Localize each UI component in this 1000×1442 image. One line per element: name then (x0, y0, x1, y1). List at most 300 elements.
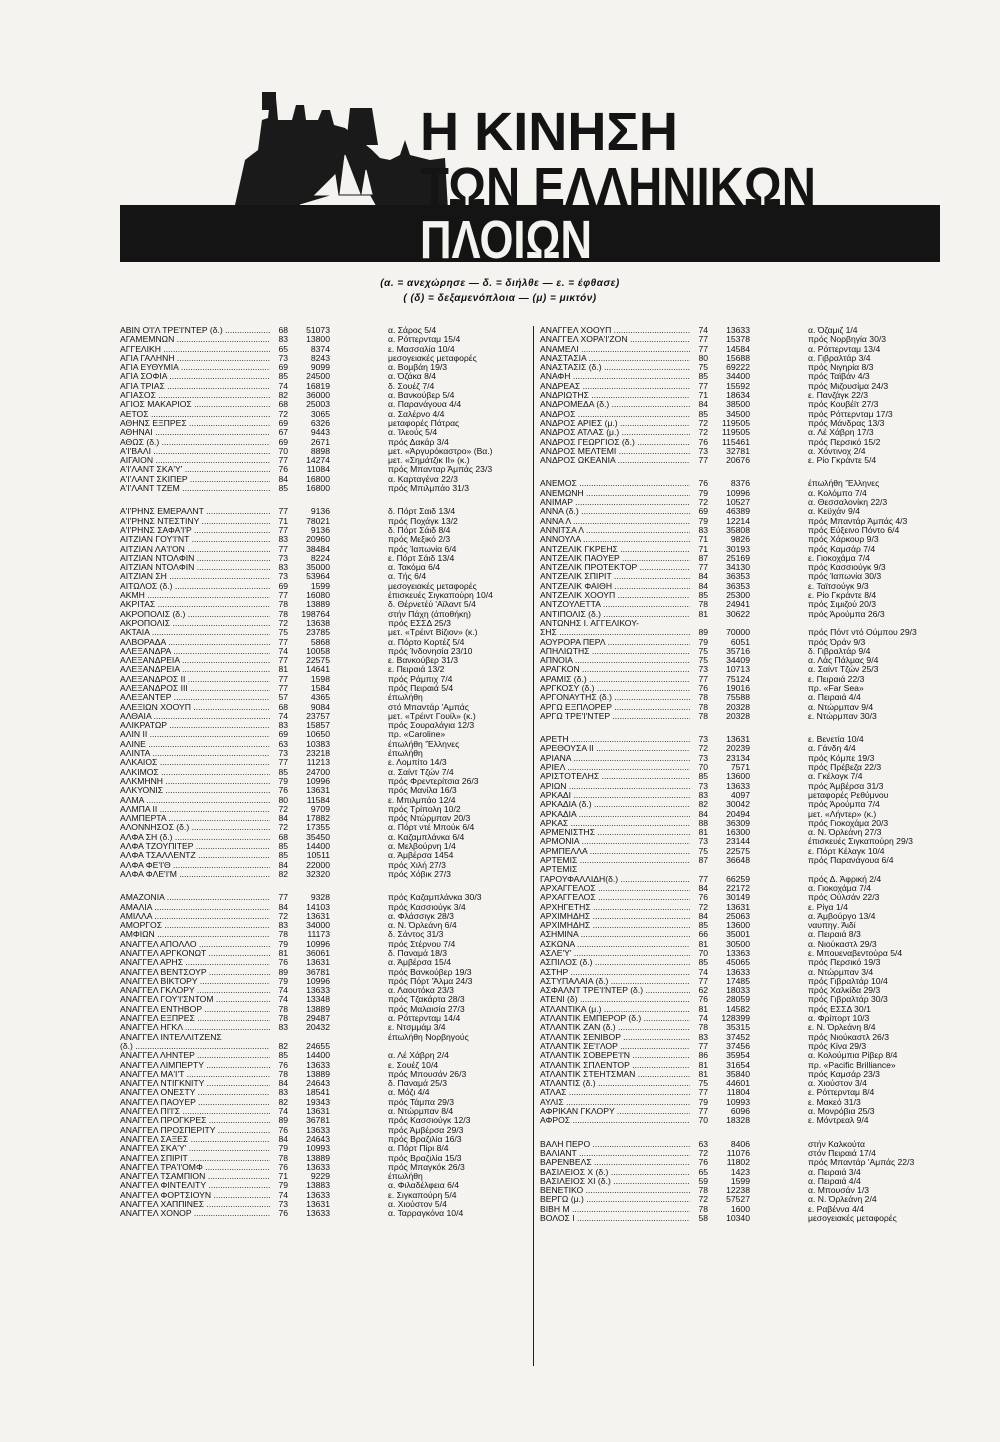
ship-row (540, 380, 889, 391)
ship-row (120, 1172, 430, 1181)
ship-position: ε. Ραβέννα 4/4 (808, 1203, 864, 1214)
ship-position: ναυπηγ. Άιδί (808, 920, 856, 931)
ship-position: ε. Σιγκαπούρη 5/4 (388, 1189, 457, 1200)
ship-year: 85 (690, 372, 708, 381)
ship-tonnage: 25063 (726, 910, 750, 921)
ship-year: 77 (690, 456, 708, 465)
ship-row (120, 738, 460, 749)
ship-name: ΑΡΙΕΛ ..... (540, 763, 690, 772)
ship-year: 84 (270, 1135, 288, 1144)
ship-row (540, 334, 887, 345)
ship-year: 76 (690, 438, 708, 447)
ship-tonnage: 19343 (306, 1096, 330, 1107)
ship-name: ΑΝΑΓΓΕΛ ΕΝΤΗΒΟΡ ..... (120, 1005, 270, 1014)
ship-tonnage: 23218 (306, 748, 330, 759)
ship-row (120, 515, 458, 526)
ship-position: α. Κεϋχάν 9/4 (808, 506, 860, 517)
ship-position: ε. Μασσαλία 10/4 (388, 343, 455, 354)
ship-row (540, 1050, 898, 1061)
ship-position: πρός Βραζιλία 15/3 (388, 1152, 462, 1163)
ship-year: 78 (690, 693, 708, 702)
ship-tonnage: 31654 (726, 1059, 750, 1070)
ship-row (120, 1152, 462, 1163)
section-gap (120, 879, 430, 893)
ship-row (540, 1194, 877, 1205)
ship-position: πρός Μεξικό 2/3 (388, 534, 451, 545)
ship-position: μεσογειακές μεταφορές (808, 1213, 897, 1224)
ship-name: ΑΝΝΑ Λ ..... (540, 517, 690, 526)
ship-row (540, 1078, 867, 1089)
ship-year: 78 (690, 1205, 708, 1214)
ship-position: α. Γκέλογκ 7/4 (808, 771, 863, 782)
ship-row (540, 845, 885, 856)
ship-year: 83 (690, 791, 708, 800)
ship-year: 72 (690, 744, 708, 753)
ship-name: ΑΡΓΚΟΣΥ (δ.) ..... (540, 684, 690, 693)
ship-position: α. Βομβάη 19/3 (388, 362, 448, 373)
ship-name: ΑΛΜΠΕΡΤΑ ..... (120, 814, 270, 823)
ship-position: πρός Περσικό 19/3 (808, 957, 881, 968)
ship-position: δ. Παναμά 18/3 (388, 948, 448, 958)
ship-row (540, 1087, 875, 1098)
ship-position: α. Άμβούργο 13/4 (808, 910, 876, 921)
ship-position: α. Ν. Όρλεάνη 27/3 (808, 827, 882, 838)
ship-year: 74 (270, 712, 288, 721)
ship-position: έπωλήθη (388, 1171, 423, 1182)
ship-year: 87 (690, 856, 708, 865)
ship-year: 72 (690, 498, 708, 507)
ship-tonnage: 4097 (730, 789, 750, 800)
ship-tonnage: 13883 (306, 1180, 330, 1191)
ship-position: α. Παρανάγουα 4/4 (388, 399, 462, 410)
ship-name: ΑΓΙΑ ΓΑΛΗΝΗ ..... (120, 354, 270, 363)
legend-line-1: (α. = ανεχώρησε — δ. = διήλθε — ε. = έφθασε) (380, 278, 620, 289)
ship-position: πρός Χάρκουρ 9/3 (808, 534, 879, 545)
ship-name: ΑΛΕΞΑΝΔΡΟΣ ΙΙ ..... (120, 675, 270, 684)
ship-year: 76 (690, 684, 708, 693)
ship-tonnage: 13633 (306, 1161, 330, 1172)
ship-position: α. Σαλέρνο 4/4 (388, 408, 445, 419)
ship-year: 79 (690, 1098, 708, 1107)
ship-tonnage: 24941 (726, 599, 750, 610)
ship-row (540, 599, 877, 610)
ship-row (120, 664, 445, 675)
ship-name: ΑΓΙΑ ΕΥΘΥΜΙΑ ..... (120, 363, 270, 372)
ship-row (120, 408, 445, 419)
ship-row (120, 749, 430, 758)
ship-position: πρός Δακάρ 3/4 (388, 436, 449, 447)
ship-position: α. Πειραιά 4/4 (808, 692, 861, 703)
ship-name: ΑΣΦΑΛΝΤ ΤΡΕ'Ι'ΝΤΕΡ (δ.) ..... (540, 986, 690, 995)
ship-row (540, 710, 877, 721)
ship-name: ΑΝΑΓΓΕΛ ΤΣΑΜΠΙΟΝ ..... (120, 1172, 270, 1181)
ship-year: 72 (690, 419, 708, 428)
ship-position: α. Σάρος 5/4 (388, 325, 437, 335)
ship-year: 69 (270, 438, 288, 447)
ship-position: α. Τής 6/4 (388, 571, 427, 582)
ship-name: ΑΛΦΑ ΦΛΕ'Ι'Μ ..... (120, 870, 270, 879)
ship-tonnage: 30149 (726, 892, 750, 903)
ship-name: ΒΙΒΗ Μ ..... (540, 1205, 690, 1214)
ship-tonnage: 35716 (726, 645, 750, 656)
ship-year: 75 (690, 847, 708, 856)
ship-position: α. Γάνδη 4/4 (808, 743, 856, 754)
ship-row (120, 464, 493, 475)
ship-position: πρός Κασσιούγκ 3/4 (388, 901, 466, 912)
ship-year: 77 (690, 335, 708, 344)
ship-year: 69 (270, 582, 288, 591)
ship-position: πρός Μπιλμπάο 31/3 (388, 483, 470, 494)
ship-year: 84 (270, 814, 288, 823)
ship-position: ε. Μπιλμπάο 12/4 (388, 794, 456, 805)
ship-position: α. Πειραιά 4/4 (808, 1175, 861, 1186)
ship-year: 75 (690, 1079, 708, 1088)
ship-name: ΑΝΙΜΑΡ ..... (540, 498, 690, 507)
ship-name: ΑΜΙΛΛΑ ..... (120, 912, 270, 921)
ship-year: 84 (690, 400, 708, 409)
ship-year: 81 (690, 1070, 708, 1079)
ship-year: 74 (270, 382, 288, 391)
ship-year: 82 (270, 1098, 288, 1107)
ship-row (540, 892, 880, 903)
ship-year: 84 (690, 582, 708, 591)
ship-name: ΑΜΟΡΓΟΣ ..... (120, 921, 270, 930)
ship-name: ΑΝΑΓΓΕΛ ΤΡΑ'Ι'ΟΜΦ ..... (120, 1163, 270, 1172)
ship-name: ΑΝΤΖΟΥΛΕΤΤΑ ..... (540, 600, 690, 609)
ship-position: πρός Στέρνου 7/4 (388, 938, 456, 949)
ship-position: μετ. «Άργυρόκαστρο» (Βα.) (388, 445, 493, 456)
ship-name: ΑΜΦΙΩΝ ..... (120, 930, 270, 939)
ship-year: 77 (690, 675, 708, 684)
ship-row (540, 692, 861, 703)
ship-year: 67 (270, 428, 288, 437)
ship-year: 74 (270, 647, 288, 656)
ship-tonnage: 10527 (726, 497, 750, 508)
ship-tonnage: 4365 (310, 692, 330, 703)
ship-name: ΑΡΕΘΟΥΣΑ ΙΙ ..... (540, 744, 690, 753)
ship-position: ε. Μπουεναβεντούρα 5/4 (808, 948, 903, 958)
ship-position: ε. Πειραιά 13/2 (388, 664, 445, 675)
ship-name: ΑΝΑΓΓΕΛ ΠΡΟΓΚΡΕΣ ..... (120, 1116, 270, 1125)
ship-year: 77 (690, 875, 708, 884)
ship-name: ΑΡΓΩ ΕΞΠΛΟΡΕΡ ..... (540, 703, 690, 712)
ship-name: ΑΙΤΖΙΑΝ ΓΟΥ'Ι'ΝΤ ..... (120, 535, 270, 544)
ship-row (120, 580, 477, 591)
ship-position: α. Μελβούρνη 1/4 (388, 841, 456, 852)
ship-tonnage: 8374 (310, 343, 330, 354)
ship-row (120, 455, 470, 466)
ship-name: ΑΡΙΑΝΑ ..... (540, 754, 690, 763)
ship-row (540, 1013, 870, 1024)
ship-name: ΑΛΕΞΑΝΔΡΕΙΑ ..... (120, 665, 270, 674)
ship-year: 77 (270, 684, 288, 693)
ship-tonnage: 20239 (726, 743, 750, 754)
ship-tonnage: 36781 (306, 1115, 330, 1126)
ship-row (540, 957, 881, 968)
ship-year: 79 (690, 489, 708, 498)
ship-name: ΑΙΓΑΙΟΝ ..... (120, 456, 270, 465)
ship-name: ΑΘΗΝΣ ΕΞΠΡΕΣ ..... (120, 419, 270, 428)
ship-tonnage: 16819 (306, 380, 330, 391)
ship-year: 68 (270, 703, 288, 712)
ship-row (120, 352, 477, 363)
ship-position: α. Λέ Χάβρη 2/4 (388, 1050, 449, 1061)
ship-name: ΑΙΤΖΙΑΝ ΝΤΟΛΦΙΝ ..... (120, 554, 270, 563)
ship-position: πρός Παρανάγουα 6/4 (808, 855, 894, 866)
ship-row (540, 1040, 867, 1051)
ship-tonnage: 10996 (306, 975, 330, 986)
ship-row (120, 1124, 464, 1135)
ship-name: ΑΟΥΡΟΡΑ ΠΕΡΛ ..... (540, 638, 690, 647)
ship-year: 78 (270, 1014, 288, 1023)
ship-row (540, 994, 888, 1005)
ship-name: ΑΤΛΑΝΤΙΚ ΣΕΝΙΒΟΡ ..... (540, 1033, 690, 1042)
ship-position: πρός Ίαπωνία 6/4 (388, 543, 457, 554)
ship-tonnage: 35840 (726, 1068, 750, 1079)
ship-row (540, 1068, 880, 1079)
ship-tonnage: 1584 (310, 682, 330, 693)
ship-year: 59 (690, 1177, 708, 1186)
ship-tonnage: 20676 (726, 455, 750, 466)
ship-position: ε. Γιοκοχάμα 7/4 (808, 552, 870, 563)
ship-name: Α'Ι'ΛΑΝΤ ΤΖΕΜ ..... (120, 484, 270, 493)
ship-name: ΑΝΑΓΓΕΛ ΦΟΡΤΣΙΟΥΝ ..... (120, 1191, 270, 1200)
ship-position: α. Καζαμπλάνκα 6/4 (388, 831, 465, 842)
ship-name: ΑΤΛΑΝΤΙΣ (δ.) ..... (540, 1079, 690, 1088)
ship-row (540, 427, 874, 438)
ship-name: ΑΚΡΟΠΟΛΙΣ (δ.) ..... (120, 610, 270, 619)
ship-row (540, 799, 880, 810)
ship-year: 72 (270, 410, 288, 419)
ship-year: 79 (270, 1144, 288, 1153)
ship-name: ΒΕΝΕΤΙΚΟ ..... (540, 1186, 690, 1195)
ship-row (540, 1166, 861, 1177)
ship-row (120, 975, 473, 986)
ship-name: ΑΙΤΩΛΟΣ (δ.) ..... (120, 582, 270, 591)
ship-year: 85 (270, 768, 288, 777)
ship-name: ΑΝΑΓΓΕΛ ΒΙΚΤΟΡΥ ..... (120, 977, 270, 986)
ship-name: ΑΝΑΓΓΕΛ ΒΕΝΤΣΟΥΡ ..... (120, 968, 270, 977)
ship-name: ΑΝΑΣΤΑΣΙΣ (δ.) ..... (540, 363, 690, 372)
ship-year: 69 (270, 419, 288, 428)
ship-name: ΑΛΦΑ ΤΖΟΥΠΙΤΕΡ ..... (120, 842, 270, 851)
ship-year: 73 (270, 354, 288, 363)
ship-row (540, 873, 882, 884)
ship-tonnage: 35954 (726, 1050, 750, 1061)
ship-row (120, 334, 461, 345)
ship-position: πρός Καμσάρ 7/4 (808, 543, 876, 554)
ship-name: ΓΑΡΟΥΦΑΛΛΙΔΗ(δ.) ..... (540, 875, 690, 884)
ship-name: ΑΝΑΓΓΕΛ ΠΑΟΥΕΡ ..... (120, 1098, 270, 1107)
ship-year: 80 (270, 796, 288, 805)
ship-name: ΑΝΑΓΓΕΛ ΜΑ'Ι'Τ ..... (120, 1070, 270, 1079)
ship-name: ΑΛΙΝΕ ..... (120, 740, 270, 749)
ship-year: 77 (270, 507, 288, 516)
ship-year: 63 (270, 740, 288, 749)
ship-year: 84 (270, 475, 288, 484)
ship-tonnage: 24655 (306, 1040, 330, 1051)
ship-year: 74 (690, 326, 708, 335)
ship-name: ΑΝΑΓΓΕΛ ΧΟΡΑ'Ι'ΖΟΝ ..... (540, 335, 690, 344)
ship-position: α. Τακόμα 6/4 (388, 562, 441, 573)
ship-tonnage: 9136 (310, 524, 330, 535)
ship-year: 73 (690, 782, 708, 791)
ship-position: πρός Μπαντάρ 'Αμπάς 22/3 (808, 1157, 915, 1168)
ship-tonnage: 16800 (306, 483, 330, 494)
ship-year: 76 (270, 786, 288, 795)
ship-position: α. Άμβέρσα 1454 (388, 850, 454, 861)
ship-year: 79 (270, 940, 288, 949)
ship-tonnage: 25300 (726, 590, 750, 601)
ship-position: πρός Κίνα 29/3 (808, 1040, 867, 1051)
ship-position: α. Ρόττερνταμ 15/4 (388, 334, 461, 345)
ship-position: πρός Μπαγκόκ 26/3 (388, 1161, 465, 1172)
ship-row (540, 827, 882, 838)
ship-row (120, 1022, 446, 1033)
ship-year: 84 (270, 1079, 288, 1088)
ship-year: 84 (690, 810, 708, 819)
ship-tonnage: 20328 (726, 701, 750, 712)
ship-row (540, 371, 870, 382)
ship-year: 63 (690, 1140, 708, 1149)
ship-list-left-column (120, 325, 493, 1219)
ship-tonnage: 38500 (726, 399, 750, 410)
ship-tonnage: 9826 (730, 534, 750, 545)
ship-name: ΑΘΗΝΑΙ ..... (120, 428, 270, 437)
ship-position: α. Γιοκοχάμα 7/4 (808, 882, 872, 893)
ship-name: ΒΑΣΙΛΕΙΟΣ Χ (δ.) ..... (540, 1168, 690, 1177)
ship-position: πρός Σιμιζού 20/3 (808, 599, 877, 610)
ship-tonnage: 14400 (306, 841, 330, 852)
ship-name: ΑΚΜΗ ..... (120, 591, 270, 600)
ship-row (540, 455, 877, 466)
ship-position: α. Χιούστον 5/4 (388, 1199, 447, 1210)
ship-name: Α'Ι'ΡΗΝΣ ΣΑΦΑ'Ι'Ρ ..... (120, 526, 270, 535)
ship-year: 89 (270, 1116, 288, 1125)
ship-name: ΑΚΡΟΠΟΛΙΣ ..... (120, 619, 270, 628)
ship-row (540, 771, 863, 782)
ship-position: α. Ρόττερνταμ 13/4 (808, 343, 881, 354)
ship-year: 85 (270, 851, 288, 860)
ship-year: 81 (690, 610, 708, 619)
ship-position: πρός Ούλσάν 22/3 (808, 892, 880, 903)
ship-tonnage: 16300 (726, 827, 750, 838)
ship-name: ΑΣΛΕ'Υ' ..... (540, 949, 690, 958)
ship-tonnage: 13633 (306, 1124, 330, 1135)
ship-tonnage: 198764 (301, 608, 330, 619)
ship-year: 76 (270, 465, 288, 474)
ship-position: ε. Ντσμμάμ 3/4 (388, 1022, 446, 1033)
ship-position: α. Χόντινοχ 2/4 (808, 445, 866, 456)
ship-row (540, 1138, 865, 1149)
ship-position: πρός Δ. Άφρική 2/4 (808, 873, 882, 884)
ship-name: ΑΓΓΕΛΙΚΗ ..... (120, 345, 270, 354)
ship-row (120, 343, 455, 354)
ship-year: 72 (270, 619, 288, 628)
ship-tonnage: 13631 (726, 901, 750, 912)
ship-year: 78 (270, 600, 288, 609)
ship-year: 70 (270, 447, 288, 456)
ship-name: ΑΤΛΑΝΤΙΚ ΕΜΠΕΡΟΡ (δ.) ..... (540, 1014, 690, 1023)
ship-row (120, 813, 471, 824)
ship-row (120, 803, 461, 814)
ship-position: α. Μόζι 4/4 (388, 1087, 430, 1098)
ship-position: δ. Πόρτ Σαιδ 13/4 (388, 506, 456, 517)
ship-name: ΑΡΙΩΝ ..... (540, 782, 690, 791)
ship-year: 81 (690, 1061, 708, 1070)
column-divider (533, 326, 534, 1366)
ship-name: ΑΛΚΥΟΝΙΣ ..... (120, 786, 270, 795)
ship-tonnage: 13600 (726, 771, 750, 782)
ship-tonnage: 9443 (310, 427, 330, 438)
ship-tonnage: 119505 (721, 417, 750, 428)
ship-row (540, 865, 850, 874)
ship-tonnage: 35450 (306, 831, 330, 842)
ship-row (120, 720, 475, 731)
ship-position: α. Ν. Όρλεάνη 2/4 (808, 1194, 877, 1205)
ship-name: ΑΘΩΣ (δ.) ..... (120, 438, 270, 447)
ship-position: μετ. «Λήντερ» (κ.) (808, 808, 877, 819)
ship-name: ΑΝΑΓΓΕΛ ΠΙ'Ι'Σ ..... (120, 1107, 270, 1116)
ship-name: Α'Ι'ΡΗΝΣ ΝΤΕΣΤΙΝΥ ..... (120, 517, 270, 526)
ship-name: ΑΝΑΓΓΕΛ ΑΠΟΛΛΟ ..... (120, 940, 270, 949)
ship-year: 62 (690, 986, 708, 995)
ship-year: 82 (690, 800, 708, 809)
ship-year: 66 (690, 930, 708, 939)
ship-year: 76 (270, 958, 288, 967)
ship-position: έπωλήθη Νορβηγούς (388, 1031, 469, 1042)
ship-row (120, 524, 451, 535)
ship-year: 77 (690, 1107, 708, 1116)
ship-row (120, 822, 475, 833)
ship-tonnage: 22172 (726, 882, 750, 893)
ship-year: 77 (270, 526, 288, 535)
ship-row (540, 1203, 864, 1214)
ship-tonnage: 10996 (306, 938, 330, 949)
ship-year: 68 (270, 400, 288, 409)
ship-year: 83 (690, 526, 708, 535)
ship-position: ε. Ρόττερνταμ 8/4 (808, 1087, 875, 1098)
ship-tonnage: 13889 (306, 1068, 330, 1079)
ship-name: ΑΛΕΞΑΝΤΕΡ ..... (120, 693, 270, 702)
ship-row (540, 408, 893, 419)
ship-tonnage: 16080 (306, 590, 330, 601)
ship-row (120, 1042, 430, 1051)
ship-year: 81 (270, 949, 288, 958)
ship-name: ΑΛΘΑΙΑ ..... (120, 712, 270, 721)
ship-row (120, 859, 446, 870)
ship-name: ΑΤΛΑΝΤΙΚ ΣΟΒΕΡΕ'Ι'Ν ..... (540, 1051, 690, 1060)
ship-row (540, 436, 881, 447)
ship-tonnage: 10340 (726, 1213, 750, 1224)
ship-year: 72 (270, 805, 288, 814)
ship-tonnage: 15857 (306, 720, 330, 731)
ship-row (540, 929, 861, 940)
ship-row (120, 534, 451, 545)
ship-year: 74 (270, 1107, 288, 1116)
ship-name: ΑΛΚΜΗΝΗ ..... (120, 777, 270, 786)
ship-row (120, 543, 457, 554)
ship-year: 77 (270, 545, 288, 554)
ship-name: ΑΡΚΑΣ ..... (540, 819, 690, 828)
ship-position: πρός Περσικό 15/2 (808, 436, 881, 447)
ship-name: ΑΝΑΓΓΕΛ ΧΑΠΠΙΝΕΣ ..... (120, 1200, 270, 1209)
ship-tonnage: 13633 (306, 985, 330, 996)
ship-name: ΒΟΛΟΣ Ι ..... (540, 1214, 690, 1223)
ship-position: α. Βανκούβερ 5/4 (388, 390, 455, 401)
ship-year: 79 (270, 777, 288, 786)
ship-row (120, 920, 457, 931)
